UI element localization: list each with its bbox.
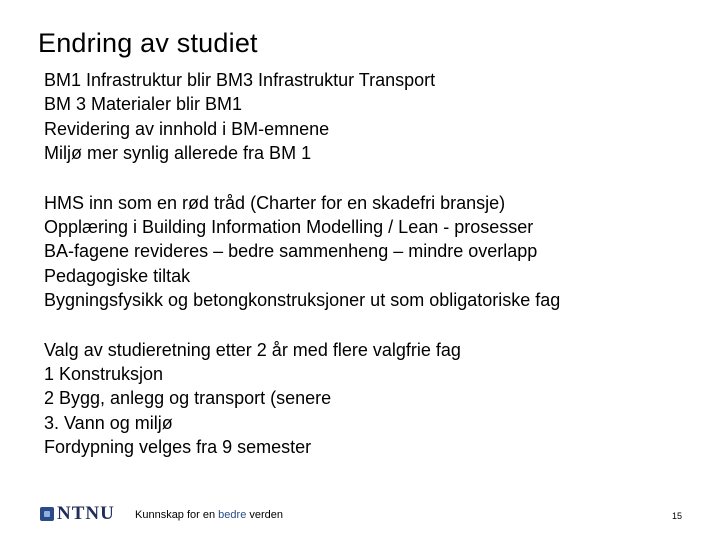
text-line: HMS inn som en rød tråd (Charter for en skadefri bransje): [44, 192, 506, 213]
slide-body: [44, 68, 694, 460]
text-group-changes: [44, 68, 694, 166]
text-line: BM1 Infrastruktur blir BM3 Infrastruktur Transport: [44, 70, 436, 90]
slide-footer: [0, 502, 720, 532]
tagline-accent: bedre: [218, 509, 247, 521]
ntnu-logo: [40, 505, 115, 523]
text-group-measures: [44, 191, 694, 313]
tagline-end: verden: [246, 509, 284, 521]
page-number: 15: [672, 511, 683, 521]
text-group-specialization: [44, 338, 694, 460]
text-line: BM 3 Materialer blir BM1: [44, 94, 243, 115]
text-line: Opplæring i Building Information Modelling / Lean - prosesser: [44, 217, 534, 238]
text-line: 3. Vann og miljø: [44, 412, 173, 433]
text-line: Revidering av innhold i BM-emnene: [44, 118, 330, 139]
text-line: Bygningsfysikk og betongkonstruksjoner ut som obligatoriske fag: [44, 290, 561, 311]
text-line: Fordypning velges fra 9 semester: [44, 437, 312, 458]
text-line: BA-fagene revideres – bedre sammenheng – mindre overlapp: [44, 241, 538, 262]
text-line: Miljø mer synlig allerede fra BM 1: [44, 143, 312, 164]
slide-title: Endring av studiet: [38, 28, 258, 58]
footer-tagline: [135, 508, 283, 522]
text-line: 2 Bygg, anlegg og transport (senere: [44, 388, 332, 409]
tagline-start: Kunnskap for en: [135, 509, 219, 521]
text-line: 1 Konstruksjon: [44, 364, 164, 385]
text-line: Pedagogiske tiltak: [44, 265, 191, 286]
ntnu-logo-icon: [40, 507, 54, 521]
text-line: Valg av studieretning etter 2 år med flere valgfrie fag: [44, 339, 461, 360]
logo-text: NTNU: [57, 503, 115, 524]
